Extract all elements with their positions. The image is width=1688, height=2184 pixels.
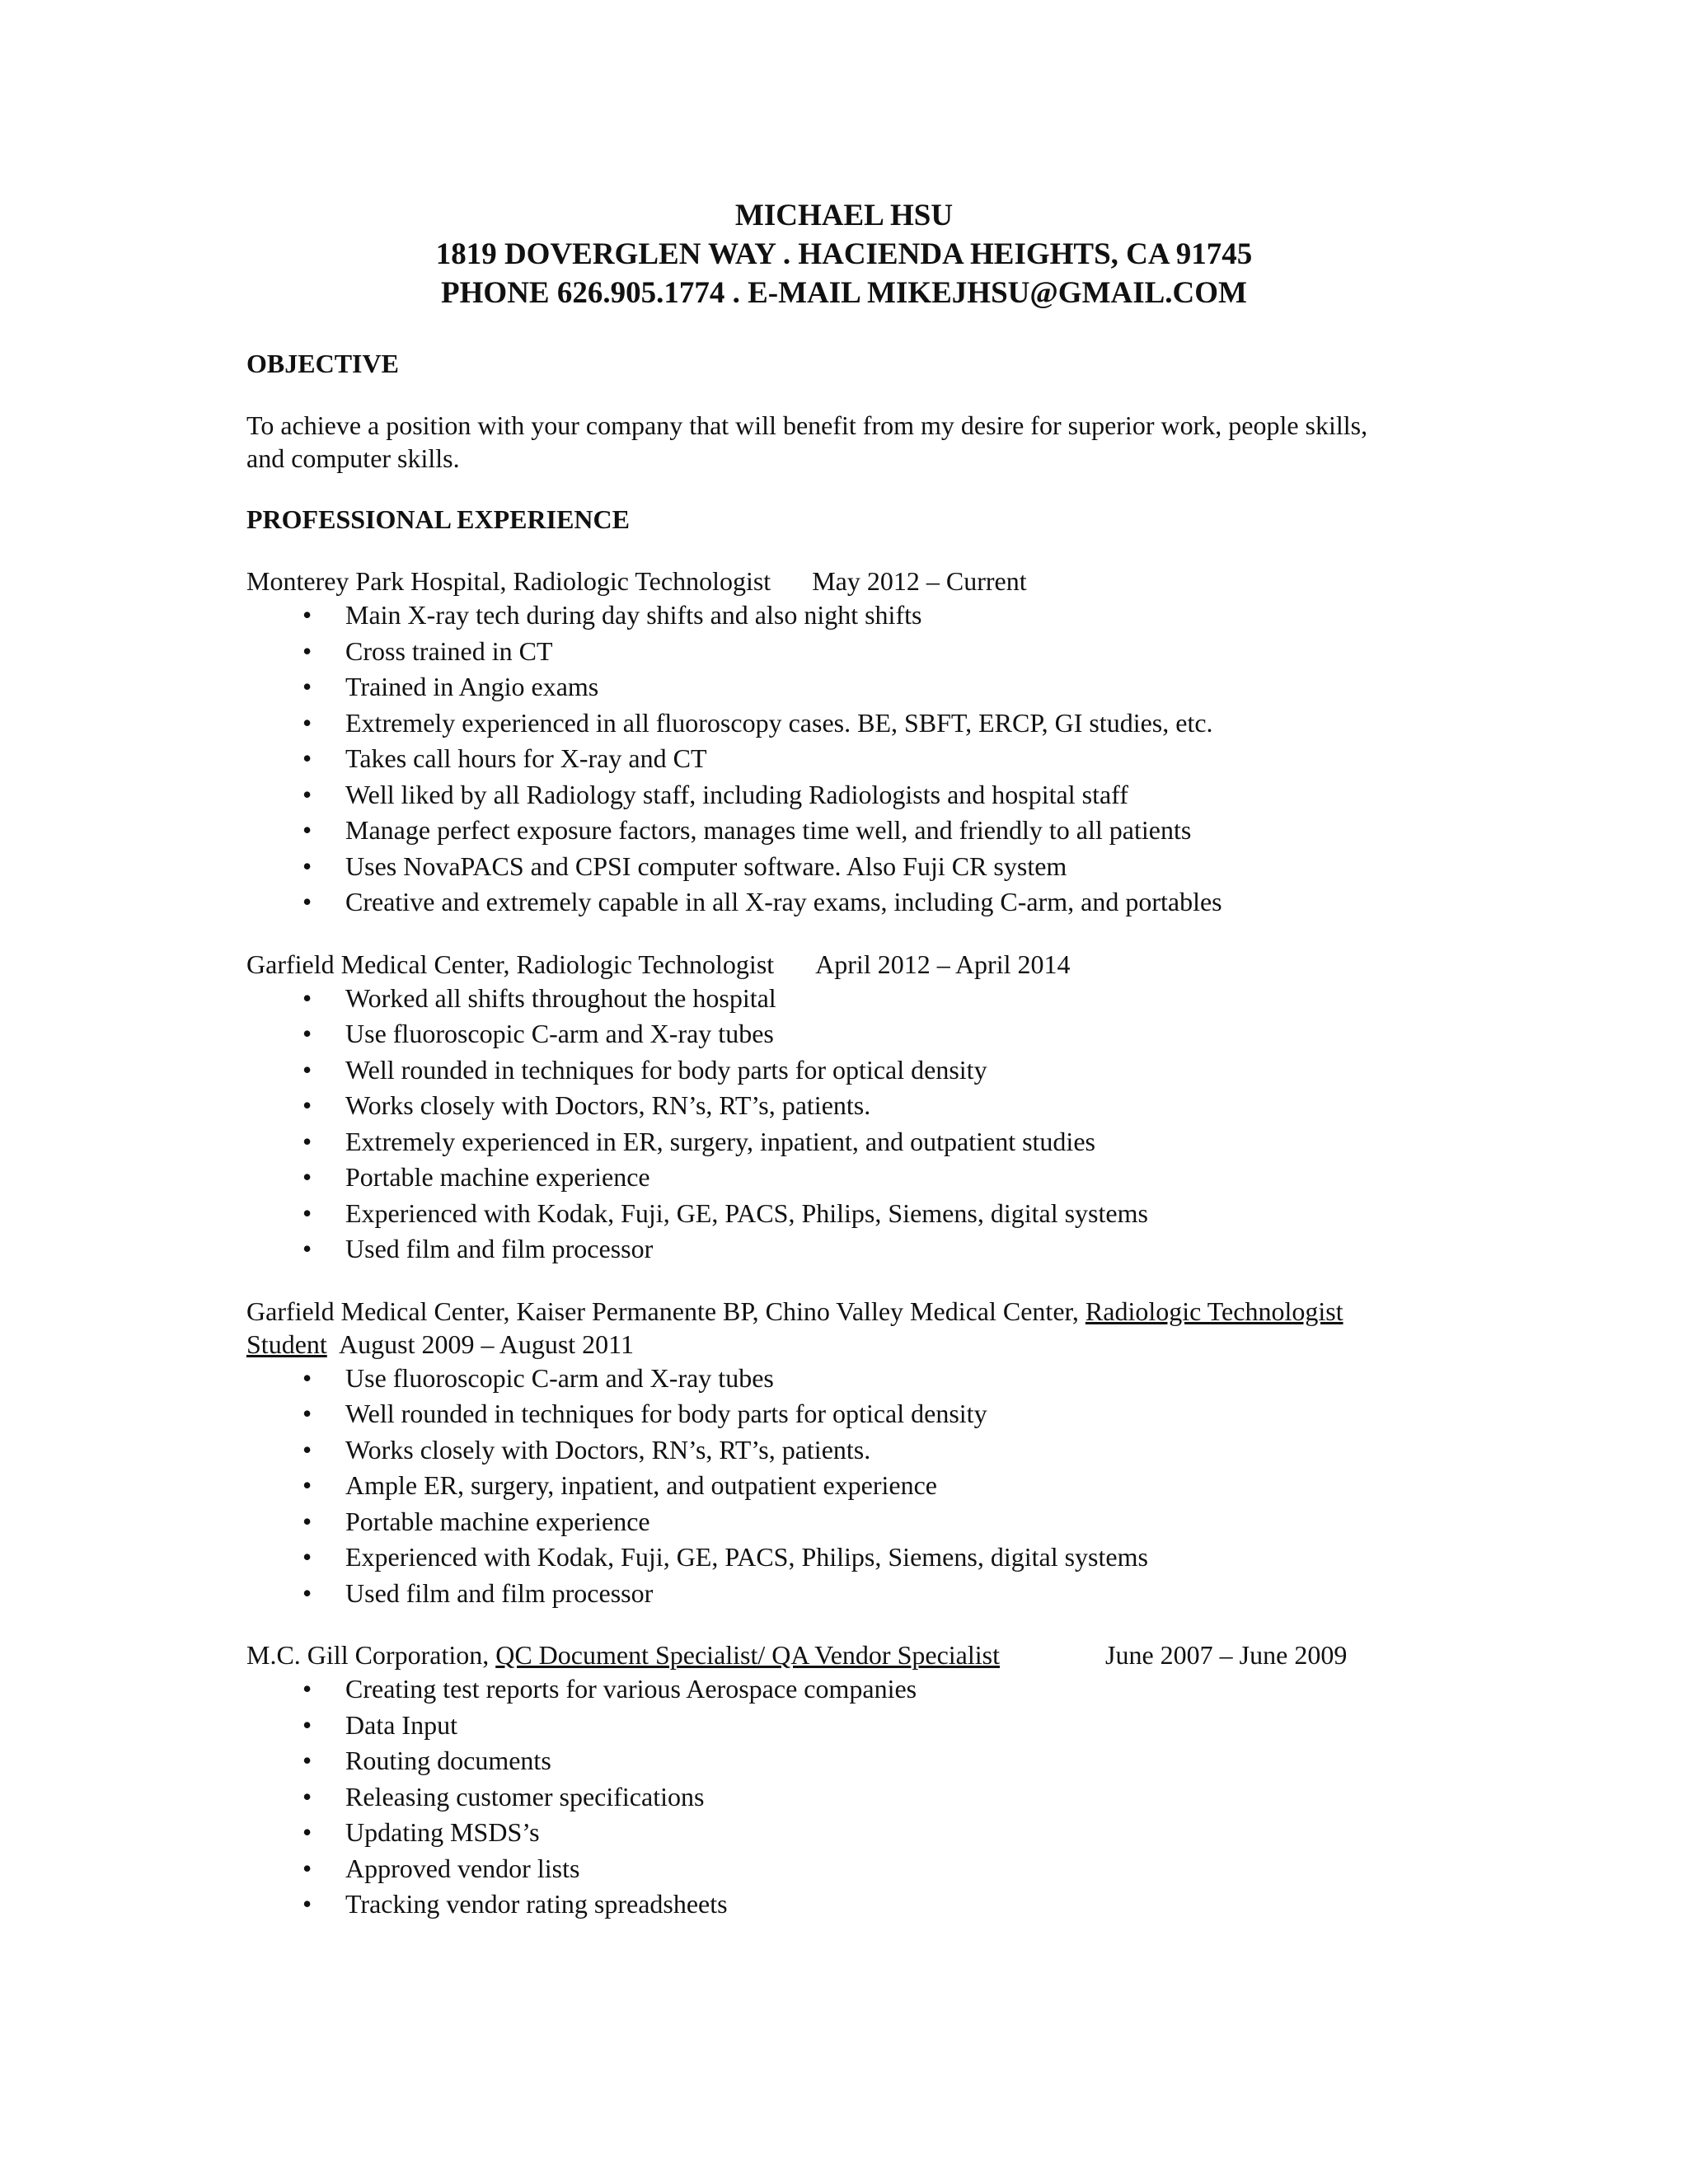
job-entry xyxy=(246,1638,1450,1923)
bullet-icon: • xyxy=(302,1542,312,1572)
candidate-name: MICHAEL HSU xyxy=(734,199,954,232)
bullet-icon: • xyxy=(302,1362,312,1393)
bullet-icon: • xyxy=(302,1889,312,1919)
bullet-icon: • xyxy=(302,707,312,738)
duty-item xyxy=(246,1052,1450,1089)
job-title-line xyxy=(246,1328,1450,1361)
objective-text-line: and computer skills. xyxy=(246,443,460,473)
job-title: Garfield Medical Center, Radiologic Technologist xyxy=(246,949,775,979)
bullet-icon: • xyxy=(302,635,312,666)
duty-item xyxy=(246,1016,1450,1052)
duty-item xyxy=(246,813,1450,849)
job-title: Monterey Park Hospital, Radiologic Technologist xyxy=(246,566,771,596)
duty-text: Ample ER, surgery, inpatient, and outpatient experience xyxy=(345,1470,937,1500)
bullet-icon: • xyxy=(302,1434,312,1465)
job-entry xyxy=(246,565,1450,921)
bullet-icon: • xyxy=(302,982,312,1013)
objective-heading: OBJECTIVE xyxy=(246,349,399,378)
duty-text: Creating test reports for various Aerospace companies xyxy=(345,1674,917,1704)
duty-text: Used film and film processor xyxy=(345,1234,654,1263)
bullet-icon: • xyxy=(302,1399,312,1428)
duty-text: Takes call hours for X-ray and CT xyxy=(345,743,707,773)
job-duties-list xyxy=(246,1671,1450,1923)
duty-text: Updating MSDS’s xyxy=(345,1817,540,1847)
bullet-icon: • xyxy=(302,743,312,773)
duty-text: Tracking vendor rating spreadsheets xyxy=(345,1889,728,1919)
duty-item xyxy=(246,705,1450,742)
duty-text: Well liked by all Radiology staff, including Radiologists and hospital staff xyxy=(345,779,1128,809)
experience-heading: PROFESSIONAL EXPERIENCE xyxy=(246,504,630,534)
duty-text: Works closely with Doctors, RN’s, RT’s, patients. xyxy=(345,1434,871,1465)
duty-item xyxy=(246,1540,1450,1576)
duty-text: Manage perfect exposure factors, manages time well, and friendly to all patients xyxy=(345,815,1192,845)
job-role: Radiologic Technologist xyxy=(1085,1296,1343,1326)
duty-text: Data Input xyxy=(345,1709,457,1740)
job-dates: June 2007 – June 2009 xyxy=(1105,1640,1348,1670)
duty-text: Experienced with Kodak, Fuji, GE, PACS, Philips, Siemens, digital systems xyxy=(345,1197,1148,1228)
duty-text: Routing documents xyxy=(345,1746,551,1775)
duty-text: Creative and extremely capable in all X-ray exams, including C-arm, and portables xyxy=(345,887,1222,916)
bullet-icon: • xyxy=(302,1817,312,1847)
duty-item xyxy=(246,1124,1450,1160)
bullet-icon: • xyxy=(302,600,312,630)
bullet-icon: • xyxy=(302,1746,312,1775)
duty-text: Uses NovaPACS and CPSI computer software. Also Fuji CR system xyxy=(345,851,1067,881)
bullet-icon: • xyxy=(302,1090,312,1120)
duty-item xyxy=(246,1576,1450,1612)
duty-item xyxy=(246,1779,1450,1816)
duty-text: Well rounded in techniques for body parts for optical density xyxy=(345,1399,987,1428)
bullet-icon: • xyxy=(302,1577,312,1608)
bullet-icon: • xyxy=(302,815,312,845)
bullet-icon: • xyxy=(302,1234,312,1263)
objective-text xyxy=(246,409,1450,475)
duty-text: Worked all shifts throughout the hospital xyxy=(345,982,776,1013)
duty-text: Portable machine experience xyxy=(345,1162,650,1192)
duty-item xyxy=(246,1504,1450,1540)
job-title: Garfield Medical Center, Kaiser Permanente BP, Chino Valley Medical Center, xyxy=(246,1296,1079,1326)
duty-text: Extremely experienced in all fluoroscopy cases. BE, SBFT, ERCP, GI studies, etc. xyxy=(345,707,1213,738)
duty-text: Used film and film processor xyxy=(345,1577,654,1608)
job-dates: April 2012 – April 2014 xyxy=(815,949,1071,979)
job-title-line xyxy=(246,948,1450,981)
job-duties-list xyxy=(246,1361,1450,1612)
job-title-line xyxy=(246,565,1450,598)
duty-text: Trained in Angio exams xyxy=(345,672,599,701)
bullet-icon: • xyxy=(302,1054,312,1085)
duty-item xyxy=(246,1671,1450,1708)
duty-item xyxy=(246,1708,1450,1744)
duty-item xyxy=(246,1468,1450,1504)
duty-item xyxy=(246,1432,1450,1469)
duty-text: Works closely with Doctors, RN’s, RT’s, patients. xyxy=(345,1090,871,1120)
duty-item xyxy=(246,777,1450,813)
job-duties-list xyxy=(246,981,1450,1268)
bullet-icon: • xyxy=(302,1709,312,1740)
duty-item xyxy=(246,1196,1450,1232)
objective-text-line: To achieve a position with your company that will benefit from my desire for superior work, people skills, xyxy=(246,410,1368,440)
duty-text: Extremely experienced in ER, surgery, inpatient, and outpatient studies xyxy=(345,1126,1095,1156)
duty-text: Portable machine experience xyxy=(345,1506,650,1536)
duty-item xyxy=(246,669,1450,705)
job-role: QC Document Specialist/ QA Vendor Specialist xyxy=(495,1640,1000,1670)
duty-text: Main X-ray tech during day shifts and also night shifts xyxy=(345,600,922,630)
duty-item xyxy=(246,1231,1450,1268)
candidate-contact: PHONE 626.905.1774 . E-MAIL MIKEJHSU@GMAIL.COM xyxy=(441,276,1247,310)
duty-item xyxy=(246,1815,1450,1851)
bullet-icon: • xyxy=(302,1674,312,1704)
job-title: M.C. Gill Corporation, xyxy=(246,1640,490,1670)
duty-item xyxy=(246,1743,1450,1779)
bullet-icon: • xyxy=(302,1853,312,1883)
duty-text: Well rounded in techniques for body parts for optical density xyxy=(345,1054,987,1085)
duty-item xyxy=(246,741,1450,777)
duty-item xyxy=(246,1160,1450,1196)
bullet-icon: • xyxy=(302,1019,312,1048)
job-duties-list xyxy=(246,598,1450,921)
duty-text: Approved vendor lists xyxy=(345,1853,580,1883)
job-dates: May 2012 – Current xyxy=(812,566,1027,596)
duty-item xyxy=(246,849,1450,885)
job-entry xyxy=(246,1295,1450,1612)
duty-text: Experienced with Kodak, Fuji, GE, PACS, Philips, Siemens, digital systems xyxy=(345,1542,1148,1572)
candidate-address: 1819 DOVERGLEN WAY . HACIENDA HEIGHTS, CA 91745 xyxy=(435,237,1253,271)
job-entry xyxy=(246,948,1450,1268)
bullet-icon: • xyxy=(302,1506,312,1536)
duty-item xyxy=(246,981,1450,1017)
duty-item xyxy=(246,1851,1450,1887)
duty-item xyxy=(246,1396,1450,1432)
bullet-icon: • xyxy=(302,1470,312,1500)
duty-text: Use fluoroscopic C-arm and X-ray tubes xyxy=(345,1019,774,1048)
duty-text: Releasing customer specifications xyxy=(345,1781,705,1811)
job-title-line xyxy=(246,1295,1450,1328)
duty-text: Cross trained in CT xyxy=(345,635,553,666)
job-title-line xyxy=(246,1638,1450,1671)
bullet-icon: • xyxy=(302,851,312,881)
duty-item xyxy=(246,884,1450,921)
job-dates: August 2009 – August 2011 xyxy=(339,1329,634,1359)
bullet-icon: • xyxy=(302,1197,312,1228)
bullet-icon: • xyxy=(302,887,312,916)
duty-item xyxy=(246,1361,1450,1397)
duty-item xyxy=(246,634,1450,670)
bullet-icon: • xyxy=(302,779,312,809)
bullet-icon: • xyxy=(302,1126,312,1156)
bullet-icon: • xyxy=(302,1781,312,1811)
duty-item xyxy=(246,598,1450,634)
duty-item xyxy=(246,1886,1450,1923)
duty-text: Use fluoroscopic C-arm and X-ray tubes xyxy=(345,1362,774,1393)
bullet-icon: • xyxy=(302,672,312,701)
job-role: Student xyxy=(246,1329,327,1359)
duty-item xyxy=(246,1088,1450,1124)
resume-header xyxy=(0,196,1688,312)
bullet-icon: • xyxy=(302,1162,312,1192)
resume-body xyxy=(246,346,1450,1923)
